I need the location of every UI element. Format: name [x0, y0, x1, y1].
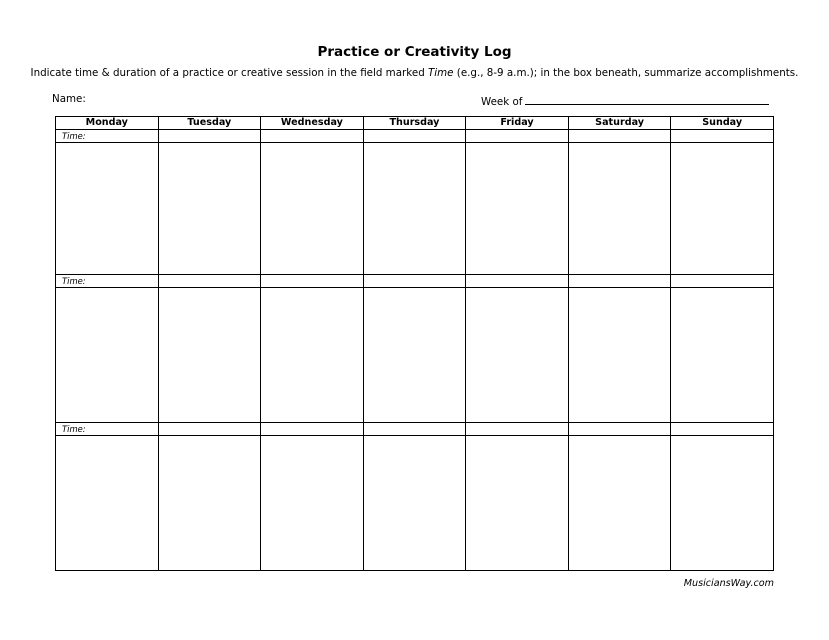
summary-box	[56, 436, 159, 571]
summary-box	[261, 288, 364, 423]
day-header-monday: Monday	[56, 117, 159, 130]
time-cell	[363, 423, 466, 436]
time-row-3	[56, 423, 774, 436]
time-cell	[568, 130, 671, 143]
summary-box	[568, 143, 671, 275]
summary-row-2	[56, 288, 774, 423]
time-row-2	[56, 275, 774, 288]
time-cell	[466, 275, 569, 288]
time-cell	[261, 423, 364, 436]
time-cell	[671, 130, 774, 143]
time-cell	[363, 130, 466, 143]
time-label: Time:	[56, 423, 159, 436]
day-header-sunday: Sunday	[671, 117, 774, 130]
time-cell	[671, 275, 774, 288]
day-header-wednesday: Wednesday	[261, 117, 364, 130]
time-cell	[568, 275, 671, 288]
summary-box	[466, 143, 569, 275]
summary-box	[671, 143, 774, 275]
time-cell	[261, 275, 364, 288]
summary-box	[158, 436, 261, 571]
time-row-1	[56, 130, 774, 143]
summary-box	[568, 288, 671, 423]
summary-box	[568, 436, 671, 571]
instructions-before: Indicate time & duration of a practice or creative session in the field marked	[30, 67, 428, 79]
instructions-text	[0, 67, 829, 79]
summary-box	[56, 143, 159, 275]
footer-credit: MusiciansWay.com	[683, 578, 774, 589]
summary-box	[671, 436, 774, 571]
time-cell	[261, 130, 364, 143]
time-cell	[158, 275, 261, 288]
day-header-tuesday: Tuesday	[158, 117, 261, 130]
summary-box	[158, 288, 261, 423]
log-table	[55, 116, 774, 571]
time-cell	[671, 423, 774, 436]
page-title: Practice or Creativity Log	[317, 44, 512, 60]
summary-row-1	[56, 143, 774, 275]
summary-box	[158, 143, 261, 275]
day-header-thursday: Thursday	[363, 117, 466, 130]
week-field	[481, 93, 769, 108]
time-label: Time:	[56, 275, 159, 288]
summary-box	[466, 288, 569, 423]
time-cell	[363, 275, 466, 288]
summary-box	[363, 436, 466, 571]
day-header-saturday: Saturday	[568, 117, 671, 130]
summary-box	[363, 143, 466, 275]
time-cell	[466, 423, 569, 436]
week-blank-line	[525, 93, 769, 105]
instructions-emphasis: Time	[428, 67, 454, 79]
day-header-friday: Friday	[466, 117, 569, 130]
name-label: Name:	[52, 93, 86, 105]
time-label: Time:	[56, 130, 159, 143]
summary-box	[671, 288, 774, 423]
time-cell	[466, 130, 569, 143]
time-cell	[158, 130, 261, 143]
day-header-row	[56, 117, 774, 130]
summary-box	[261, 143, 364, 275]
summary-row-3	[56, 436, 774, 571]
time-cell	[568, 423, 671, 436]
summary-box	[56, 288, 159, 423]
week-label: Week of	[481, 96, 523, 108]
summary-box	[466, 436, 569, 571]
instructions-after: (e.g., 8-9 a.m.); in the box beneath, summarize accomplishments.	[453, 67, 799, 79]
summary-box	[363, 288, 466, 423]
time-cell	[158, 423, 261, 436]
summary-box	[261, 436, 364, 571]
